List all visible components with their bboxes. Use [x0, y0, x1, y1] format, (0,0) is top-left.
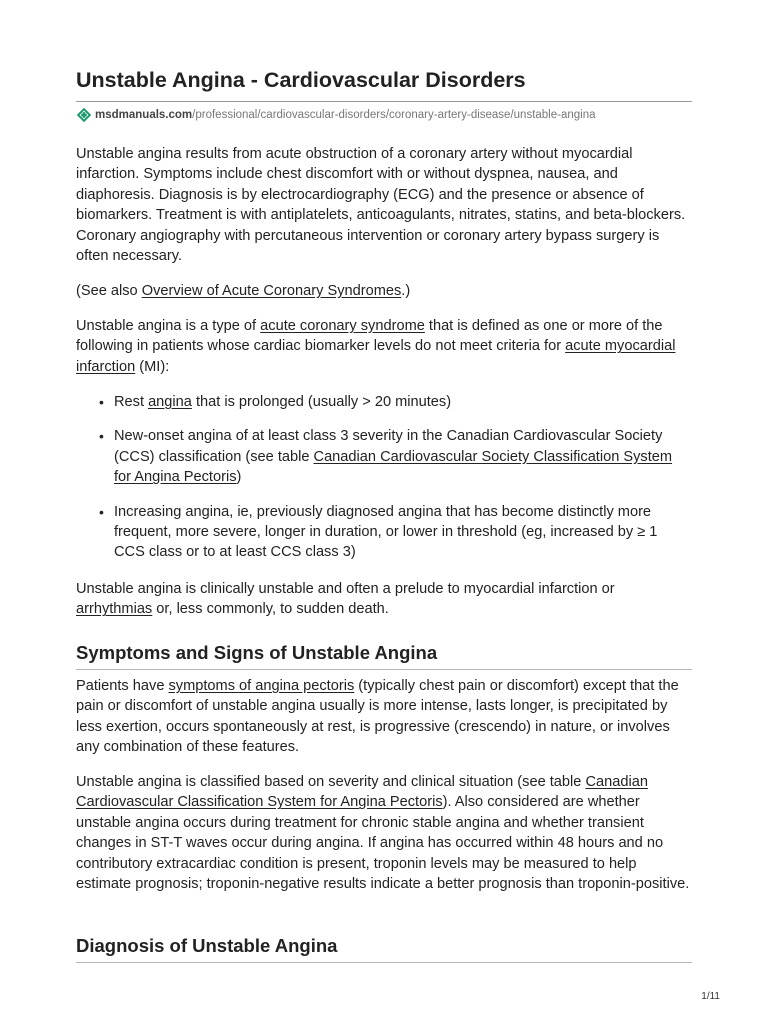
page-number: 1/11 — [701, 991, 720, 1002]
symptoms-heading: Symptoms and Signs of Unstable Angina — [76, 642, 438, 663]
ccs-table-link[interactable]: Canadian Cardiovascular Classification System for Angina Pectoris — [76, 774, 648, 811]
ccs-classification-table-link[interactable]: Canadian Cardiovascular Society Classification System for Angina Pectoris — [114, 448, 673, 486]
list-item: • Rest angina that is prolonged (usually > 20 minutes) — [76, 392, 692, 412]
page-title: Unstable Angina - Cardiovascular Disorders — [76, 68, 526, 92]
symptoms-paragraph-1: Patients have symptoms of angina pectoris (typically chest pain or discomfort) except that the pain or discomfort of unstable angina usually is more intense, lasts longer, is precipitated by less exertion, occurs spontaneously at rest, is progressive (crescendo) in nature, or involves any combination of these features. — [76, 678, 679, 756]
bullet-icon: • — [99, 428, 104, 445]
source-host: msdmanuals.com — [95, 109, 193, 121]
see-also-paragraph: (See also Overview of Acute Coronary Syndromes.) — [76, 283, 411, 299]
symptoms-angina-pectoris-link[interactable]: symptoms of angina pectoris — [168, 678, 355, 694]
list-item: • Increasing angina, ie, previously diagnosed angina that has become distinctly more frequent, more severe, longer in duration, or lower in threshold (eg, increased by ≥ 1 CCS class or to at least CCS class 3) — [99, 503, 658, 561]
intro-paragraph: Unstable angina results from acute obstruction of a coronary artery without myocardial infarction. Symptoms include chest discomfort with or without dyspnea, nausea, and diaphoresis. Diagnosis is by electrocardiography (ECG) and the presence or absence of biomarkers. Treatment is with antiplatelets, anticoagulants, nitrates, statins, and beta-blockers. Coronary angiography with percutaneous intervention or coronary artery bypass surgery is often necessary. — [76, 146, 686, 265]
symptoms-paragraph-2: Unstable angina is classified based on severity and clinical situation (see table Canadian Cardiovascular Classification System for Angina Pectoris). Also considered are whether unstable angina occurs during treatment for chronic stable angina and whether transient changes in ST-T waves occur during angina. If angina has occurred within 48 hours and no contributory extracardiac condition is present, troponin levels may be measured to help estimate prognosis; troponin-negative results indicate a better prognosis than troponin-positive. — [76, 774, 690, 893]
acute-coronary-syndrome-link[interactable]: acute coronary syndrome — [260, 318, 425, 334]
angina-link[interactable]: angina — [148, 394, 192, 410]
diagnosis-heading: Diagnosis of Unstable Angina — [76, 935, 338, 956]
msd-manuals-logo-icon — [76, 107, 92, 123]
bullet-icon: • — [99, 503, 104, 520]
source-path: /professional/cardiovascular-disorders/coronary-artery-disease/unstable-angina — [192, 109, 596, 121]
arrhythmias-link[interactable]: arrhythmias — [76, 601, 153, 618]
section-divider — [76, 669, 692, 670]
list-item: • New-onset angina of at least class 3 severity in the Canadian Cardiovascular Society (CCS) classification (see table Canadian Cardiovascular Society Classification System for Angina Pectoris) — [99, 428, 673, 486]
acute-myocardial-infarction-link[interactable]: acute myocardial infarction — [76, 338, 676, 375]
definition-paragraph: Unstable angina is a type of acute coronary syndrome that is defined as one or more of the following in patients whose cardiac biomarker levels do not meet criteria for acute myocardial infarction (MI): — [76, 318, 676, 375]
title-divider — [76, 101, 692, 102]
prognosis-paragraph: Unstable angina is clinically unstable and often a prelude to myocardial infarction or arrhythmias or, less commonly, to sudden death. — [76, 581, 615, 618]
source-url[interactable] — [76, 106, 596, 124]
section-divider — [76, 962, 692, 963]
bullet-icon: • — [99, 394, 104, 410]
overview-acs-link[interactable]: Overview of Acute Coronary Syndromes — [141, 283, 402, 299]
criteria-list — [76, 392, 692, 563]
